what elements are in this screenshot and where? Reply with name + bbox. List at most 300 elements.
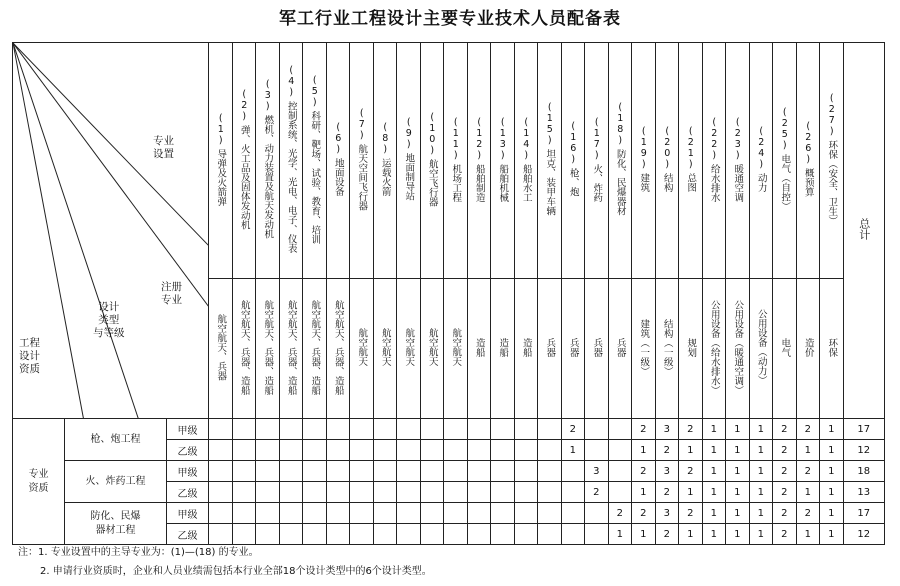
value-cell xyxy=(279,419,303,440)
value-cell xyxy=(232,524,256,545)
value-cell: 1 xyxy=(702,419,726,440)
value-cell: 2 xyxy=(796,503,820,524)
value-cell: 2 xyxy=(655,482,679,503)
spec-name: 船舶机械 xyxy=(497,163,509,202)
spec-header xyxy=(514,43,538,279)
value-cell: 2 xyxy=(773,440,797,461)
spec-name: 防化、民爆器材 xyxy=(614,149,626,216)
reg-major-cell xyxy=(538,279,562,419)
value-cell xyxy=(514,524,538,545)
value-cell xyxy=(232,482,256,503)
value-cell xyxy=(256,482,280,503)
category-cell: 防化、民爆 器材工程 xyxy=(65,503,167,545)
spec-name: 燃机、动力装置及航天发动机 xyxy=(262,115,274,239)
value-cell xyxy=(373,461,397,482)
value-cell: 2 xyxy=(773,524,797,545)
page-title: 军工行业工程设计主要专业技术人员配备表 xyxy=(279,9,621,29)
value-cell xyxy=(279,482,303,503)
value-cell xyxy=(350,503,374,524)
value-cell xyxy=(561,461,585,482)
spec-no: (18) xyxy=(614,102,626,147)
value-cell xyxy=(444,461,468,482)
reg-major-cell xyxy=(820,279,844,419)
label-reg-major: 注册 专业 xyxy=(161,281,182,306)
value-cell: 1 xyxy=(820,419,844,440)
reg-major: 航空航天、兵器、造船 xyxy=(285,299,297,395)
category-cell: 枪、炮工程 xyxy=(65,419,167,461)
value-cell xyxy=(373,503,397,524)
header-corner xyxy=(13,43,209,419)
value-cell xyxy=(350,524,374,545)
table-row xyxy=(13,419,885,440)
spec-name: 火、炸药 xyxy=(591,163,603,202)
staffing-table xyxy=(12,42,885,545)
value-cell: 1 xyxy=(679,482,703,503)
value-cell: 1 xyxy=(632,482,656,503)
value-cell xyxy=(209,503,233,524)
spec-no: (24) xyxy=(755,126,767,170)
value-cell: 1 xyxy=(749,461,773,482)
grade-cell: 乙级 xyxy=(167,524,209,545)
spec-name: 动力 xyxy=(755,173,767,192)
value-cell xyxy=(514,461,538,482)
category-cell: 火、炸药工程 xyxy=(65,461,167,503)
note-2: 2. 申请行业资质时，企业和人员业绩需包括本行业全部18个设计类型中的6个设计类型。 xyxy=(40,566,432,577)
spec-no: (8) xyxy=(379,122,391,155)
reg-major: 航空航天、兵器、造船 xyxy=(332,299,344,395)
spec-header xyxy=(326,43,350,279)
reg-major-cell xyxy=(561,279,585,419)
value-cell: 1 xyxy=(702,524,726,545)
value-cell xyxy=(491,482,515,503)
value-cell xyxy=(444,440,468,461)
spec-name: 给水排水 xyxy=(708,163,720,202)
value-cell: 2 xyxy=(773,482,797,503)
value-cell xyxy=(514,503,538,524)
reg-major-cell xyxy=(585,279,609,419)
value-cell xyxy=(397,419,421,440)
spec-name: 运载火箭 xyxy=(379,158,391,196)
value-cell xyxy=(397,440,421,461)
spec-name: 航天空间飞行器 xyxy=(356,143,368,211)
value-cell: 1 xyxy=(632,440,656,461)
value-cell xyxy=(209,440,233,461)
value-cell: 1 xyxy=(726,440,750,461)
spec-name: 航空飞行器 xyxy=(426,158,438,207)
total-cell: 17 xyxy=(843,419,885,440)
reg-major: 规划 xyxy=(685,337,697,357)
value-cell: 1 xyxy=(726,524,750,545)
value-cell xyxy=(491,461,515,482)
value-cell: 3 xyxy=(585,461,609,482)
spec-no: (4) xyxy=(285,65,297,98)
reg-major: 兵器 xyxy=(544,337,556,357)
spec-no: (17) xyxy=(591,116,603,161)
spec-header xyxy=(726,43,750,279)
value-cell: 2 xyxy=(773,461,797,482)
label-design-type: 设计 类型 与等级 xyxy=(93,301,125,339)
spec-name: 船舶制造 xyxy=(473,163,485,202)
reg-major: 环保 xyxy=(826,337,838,357)
reg-major: 造船 xyxy=(473,337,485,357)
total-header xyxy=(843,43,885,419)
value-cell: 1 xyxy=(702,503,726,524)
reg-major-cell xyxy=(303,279,327,419)
reg-major: 结构（一级） xyxy=(661,318,673,376)
value-cell: 2 xyxy=(608,503,632,524)
note-1: 注：1. 专业设置中的主导专业为：(1)—(18) 的专业。 xyxy=(18,547,259,558)
value-cell: 1 xyxy=(702,440,726,461)
value-cell xyxy=(256,419,280,440)
reg-major-cell xyxy=(632,279,656,419)
value-cell xyxy=(326,440,350,461)
value-cell xyxy=(397,524,421,545)
spec-header xyxy=(350,43,374,279)
value-cell xyxy=(209,461,233,482)
spec-name: 电气（自控） xyxy=(779,154,791,211)
spec-header xyxy=(608,43,632,279)
value-cell: 1 xyxy=(796,524,820,545)
value-cell xyxy=(420,440,444,461)
spec-header xyxy=(256,43,280,279)
value-cell xyxy=(444,524,468,545)
value-cell: 2 xyxy=(773,419,797,440)
value-cell: 1 xyxy=(726,461,750,482)
value-cell xyxy=(538,482,562,503)
value-cell xyxy=(514,440,538,461)
value-cell: 2 xyxy=(679,503,703,524)
notes xyxy=(18,543,432,581)
value-cell xyxy=(326,503,350,524)
value-cell xyxy=(538,524,562,545)
spec-no: (16) xyxy=(567,121,579,166)
value-cell xyxy=(561,524,585,545)
value-cell xyxy=(232,461,256,482)
value-cell: 1 xyxy=(561,440,585,461)
value-cell xyxy=(256,461,280,482)
grade-cell: 甲级 xyxy=(167,503,209,524)
value-cell xyxy=(585,419,609,440)
value-cell xyxy=(326,461,350,482)
reg-major-cell xyxy=(679,279,703,419)
label-qualification: 工程 设计 资质 xyxy=(19,337,40,375)
value-cell: 1 xyxy=(726,482,750,503)
value-cell: 2 xyxy=(796,419,820,440)
value-cell: 1 xyxy=(679,524,703,545)
value-cell xyxy=(585,524,609,545)
spec-name: 弹、火工品及固体发动机 xyxy=(238,124,250,230)
value-cell: 1 xyxy=(702,461,726,482)
reg-major-cell xyxy=(279,279,303,419)
value-cell xyxy=(444,503,468,524)
total-cell: 13 xyxy=(843,482,885,503)
value-cell xyxy=(232,503,256,524)
value-cell xyxy=(491,503,515,524)
spec-name: 枪、炮 xyxy=(567,168,579,197)
value-cell xyxy=(467,461,491,482)
value-cell xyxy=(256,440,280,461)
value-cell xyxy=(350,419,374,440)
value-cell: 2 xyxy=(632,419,656,440)
spec-name: 导弹及火箭弹 xyxy=(215,148,227,206)
spec-no: (1) xyxy=(215,112,227,146)
reg-major: 公用设备（给水排水） xyxy=(708,299,720,395)
reg-major: 航空航天 xyxy=(379,328,391,366)
spec-header xyxy=(397,43,421,279)
table-row xyxy=(13,461,885,482)
value-cell xyxy=(514,482,538,503)
spec-header xyxy=(467,43,491,279)
spec-name: 科研、靶场、试验、教育、培训 xyxy=(309,110,321,244)
spec-header xyxy=(279,43,303,279)
spec-header xyxy=(491,43,515,279)
value-cell xyxy=(420,524,444,545)
value-cell xyxy=(608,419,632,440)
reg-major: 航空航天 xyxy=(403,328,415,366)
spec-no: (12) xyxy=(473,116,485,161)
value-cell: 1 xyxy=(726,419,750,440)
reg-major-cell xyxy=(749,279,773,419)
reg-major: 航空航天、兵器、造船 xyxy=(309,299,321,395)
spec-no: (5) xyxy=(309,74,321,108)
value-cell xyxy=(303,482,327,503)
value-cell xyxy=(538,461,562,482)
reg-major: 航空航天、兵器、造船 xyxy=(238,299,250,395)
total-cell: 17 xyxy=(843,503,885,524)
value-cell: 1 xyxy=(749,503,773,524)
value-cell: 1 xyxy=(796,440,820,461)
reg-major: 航空航天 xyxy=(450,328,462,366)
spec-no: (27) xyxy=(826,92,838,137)
corner-diagonals xyxy=(13,43,209,419)
spec-no: (15) xyxy=(544,102,556,147)
value-cell xyxy=(608,440,632,461)
spec-header xyxy=(209,43,233,279)
spec-no: (10) xyxy=(426,111,438,156)
value-cell: 1 xyxy=(749,440,773,461)
value-cell xyxy=(209,419,233,440)
value-cell xyxy=(303,503,327,524)
spec-name: 控制系统、光学、光电、电子、仪表 xyxy=(285,101,297,253)
value-cell xyxy=(326,524,350,545)
spec-header xyxy=(702,43,726,279)
spec-no: (11) xyxy=(450,116,462,161)
value-cell xyxy=(420,503,444,524)
value-cell xyxy=(232,419,256,440)
spec-header xyxy=(679,43,703,279)
value-cell xyxy=(326,419,350,440)
spec-no: (21) xyxy=(685,126,697,170)
value-cell xyxy=(420,461,444,482)
reg-major-cell xyxy=(256,279,280,419)
total-cell: 18 xyxy=(843,461,885,482)
reg-major: 造船 xyxy=(497,337,509,357)
value-cell xyxy=(467,524,491,545)
value-cell xyxy=(232,440,256,461)
reg-major: 航空航天 xyxy=(426,328,438,366)
value-cell xyxy=(467,419,491,440)
spec-no: (3) xyxy=(262,79,274,113)
value-cell: 2 xyxy=(679,419,703,440)
reg-major-cell xyxy=(491,279,515,419)
value-cell xyxy=(350,440,374,461)
value-cell xyxy=(538,440,562,461)
value-cell: 1 xyxy=(820,440,844,461)
reg-major-cell xyxy=(209,279,233,419)
reg-major-cell xyxy=(444,279,468,419)
value-cell: 2 xyxy=(655,440,679,461)
value-cell: 3 xyxy=(655,461,679,482)
spec-header xyxy=(796,43,820,279)
reg-major: 兵器 xyxy=(591,337,603,357)
value-cell: 2 xyxy=(655,524,679,545)
value-cell xyxy=(303,440,327,461)
reg-major: 航空航天 xyxy=(356,328,368,366)
spec-header xyxy=(585,43,609,279)
reg-major: 建筑（一级） xyxy=(638,318,650,376)
spec-header xyxy=(538,43,562,279)
value-cell xyxy=(467,482,491,503)
spec-no: (26) xyxy=(802,121,814,166)
value-cell: 1 xyxy=(749,524,773,545)
reg-major: 航空航天、兵器 xyxy=(215,313,227,381)
value-cell: 2 xyxy=(632,503,656,524)
reg-major: 造船 xyxy=(520,337,532,357)
spec-name: 船舶水工 xyxy=(520,163,532,202)
value-cell xyxy=(279,503,303,524)
reg-major: 兵器 xyxy=(614,337,626,357)
value-cell xyxy=(467,440,491,461)
value-cell xyxy=(420,419,444,440)
value-cell xyxy=(514,419,538,440)
value-cell xyxy=(585,440,609,461)
grade-cell: 甲级 xyxy=(167,461,209,482)
spec-header xyxy=(232,43,256,279)
value-cell xyxy=(585,503,609,524)
spec-name: 概预算 xyxy=(802,168,814,197)
spec-name: 建筑 xyxy=(638,173,650,192)
spec-header xyxy=(820,43,844,279)
value-cell: 3 xyxy=(655,419,679,440)
group-cell: 专业 资质 xyxy=(13,419,65,545)
value-cell xyxy=(420,482,444,503)
spec-header xyxy=(561,43,585,279)
value-cell xyxy=(373,524,397,545)
spec-no: (20) xyxy=(661,126,673,170)
spec-name: 地面设备 xyxy=(332,158,344,196)
value-cell xyxy=(209,482,233,503)
value-cell xyxy=(303,524,327,545)
spec-header xyxy=(420,43,444,279)
value-cell: 1 xyxy=(679,440,703,461)
spec-no: (2) xyxy=(238,88,250,122)
reg-major-cell xyxy=(608,279,632,419)
value-cell xyxy=(350,482,374,503)
reg-major: 造价 xyxy=(802,337,814,357)
value-cell xyxy=(538,503,562,524)
spec-header xyxy=(373,43,397,279)
reg-major: 公用设备（动力） xyxy=(755,309,767,385)
reg-major-cell xyxy=(467,279,491,419)
spec-no: (7) xyxy=(356,107,368,141)
spec-header xyxy=(303,43,327,279)
spec-no: (25) xyxy=(779,107,791,151)
value-cell xyxy=(538,419,562,440)
value-cell xyxy=(279,440,303,461)
value-cell xyxy=(467,503,491,524)
value-cell: 1 xyxy=(702,482,726,503)
value-cell xyxy=(209,524,233,545)
grade-cell: 乙级 xyxy=(167,482,209,503)
value-cell xyxy=(491,419,515,440)
value-cell xyxy=(491,524,515,545)
reg-major-cell xyxy=(420,279,444,419)
reg-major-cell xyxy=(655,279,679,419)
reg-major: 公用设备（暖通空调） xyxy=(732,299,744,395)
reg-major-cell xyxy=(702,279,726,419)
reg-major-cell xyxy=(726,279,750,419)
value-cell xyxy=(397,461,421,482)
value-cell xyxy=(561,482,585,503)
reg-major-cell xyxy=(397,279,421,419)
reg-major: 电气 xyxy=(779,337,791,357)
value-cell xyxy=(326,482,350,503)
value-cell xyxy=(256,503,280,524)
reg-major-cell xyxy=(326,279,350,419)
spec-header xyxy=(632,43,656,279)
value-cell: 2 xyxy=(561,419,585,440)
value-cell xyxy=(303,461,327,482)
value-cell: 2 xyxy=(679,461,703,482)
spec-name: 总图 xyxy=(685,173,697,192)
value-cell xyxy=(397,503,421,524)
label-spec-setting: 专业 设置 xyxy=(153,135,174,160)
reg-major-cell xyxy=(232,279,256,419)
table-row xyxy=(13,503,885,524)
spec-no: (14) xyxy=(520,116,532,161)
value-cell: 3 xyxy=(655,503,679,524)
reg-major: 兵器 xyxy=(567,337,579,357)
value-cell: 2 xyxy=(796,461,820,482)
grade-cell: 乙级 xyxy=(167,440,209,461)
total-cell: 12 xyxy=(843,440,885,461)
spec-header xyxy=(444,43,468,279)
spec-no: (6) xyxy=(332,122,344,155)
value-cell xyxy=(444,482,468,503)
value-cell xyxy=(350,461,374,482)
spec-no: (13) xyxy=(497,116,509,161)
spec-no: (19) xyxy=(638,126,650,170)
value-cell: 1 xyxy=(796,482,820,503)
value-cell: 1 xyxy=(608,524,632,545)
value-cell: 1 xyxy=(820,503,844,524)
value-cell xyxy=(373,482,397,503)
value-cell: 1 xyxy=(726,503,750,524)
spec-no: (9) xyxy=(403,117,415,151)
value-cell: 1 xyxy=(632,524,656,545)
value-cell: 2 xyxy=(632,461,656,482)
value-cell: 1 xyxy=(820,524,844,545)
value-cell: 1 xyxy=(820,461,844,482)
spec-name: 结构 xyxy=(661,173,673,192)
value-cell xyxy=(256,524,280,545)
value-cell: 1 xyxy=(820,482,844,503)
value-cell xyxy=(444,419,468,440)
total-label: 总计 xyxy=(857,218,871,240)
spec-no: (23) xyxy=(732,116,744,161)
value-cell xyxy=(608,482,632,503)
spec-name: 坦克、装甲车辆 xyxy=(544,149,556,216)
